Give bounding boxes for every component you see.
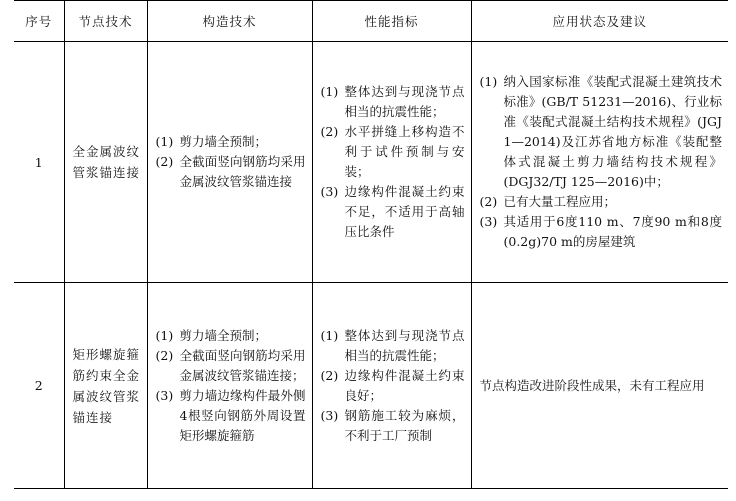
list-item: (2) 全截面竖向钢筋均采用金属波纹管浆锚连接 [155,154,306,189]
header-row [14,1,728,42]
application-cell [471,283,728,489]
performance-cell [312,283,471,489]
table-row [14,42,728,283]
list-item: (2) 已有大量工程应用； [479,194,617,209]
row-number: 1 [14,42,64,283]
list-item: (2) 边缘构件混凝土约束良好； [320,367,465,403]
structure-cell [147,42,312,283]
list-item: (3) 其适用于6度110 m、7度90 m和8度(0.2g)70 m的房屋建筑 [479,214,722,249]
node-technology-table [14,0,728,489]
list-item: (1) 剪力墙全预制； [155,134,268,149]
list-item: (1) 纳入国家标准《装配式混凝土建筑技术标准》(GB/T 51231—2016)、行业标准《装配式混凝土结构技术规程》(JGJ 1—2014)及江苏省地方标准《装配整体式混凝土剪力墙结构技术规程》(DGJ32/TJ 125—2016)中； [479,74,722,189]
table-row [14,283,728,489]
header-structure: 构造技术 [147,1,312,42]
list-item: (3) 钢筋施工较为麻烦，不利于工厂预制 [320,407,465,443]
node-tech-cell: 全金属波纹管浆锚连接 [64,42,147,283]
list-item: (1) 剪力墙全预制； [155,327,268,343]
list-item: (3) 剪力墙边缘构件最外侧4根竖向钢筋外周设置矩形螺旋箍筋 [155,387,306,443]
list-item: (3) 边缘构件混凝土约束不足，不适用于高轴压比条件 [320,184,465,239]
list-item: (1) 整体达到与现浇节点相当的抗震性能； [320,84,465,119]
list-item: (2) 全截面竖向钢筋均采用金属波纹管浆锚连接； [155,347,306,383]
row-number: 2 [14,283,64,489]
list-item: (2) 水平拼缝上移构造不利于试件预制与安装； [320,124,465,179]
application-text: 节点构造改进阶段性成果，未有工程应用 [479,377,705,393]
header-performance: 性能指标 [312,1,471,42]
header-no: 序号 [14,1,64,42]
application-cell [471,42,728,283]
structure-cell [147,283,312,489]
performance-cell [312,42,471,283]
header-node-tech: 节点技术 [64,1,147,42]
header-application: 应用状态及建议 [471,1,728,42]
node-tech-cell: 矩形螺旋箍筋约束全金属波纹管浆锚连接 [64,283,147,489]
list-item: (1) 整体达到与现浇节点相当的抗震性能； [320,327,465,363]
